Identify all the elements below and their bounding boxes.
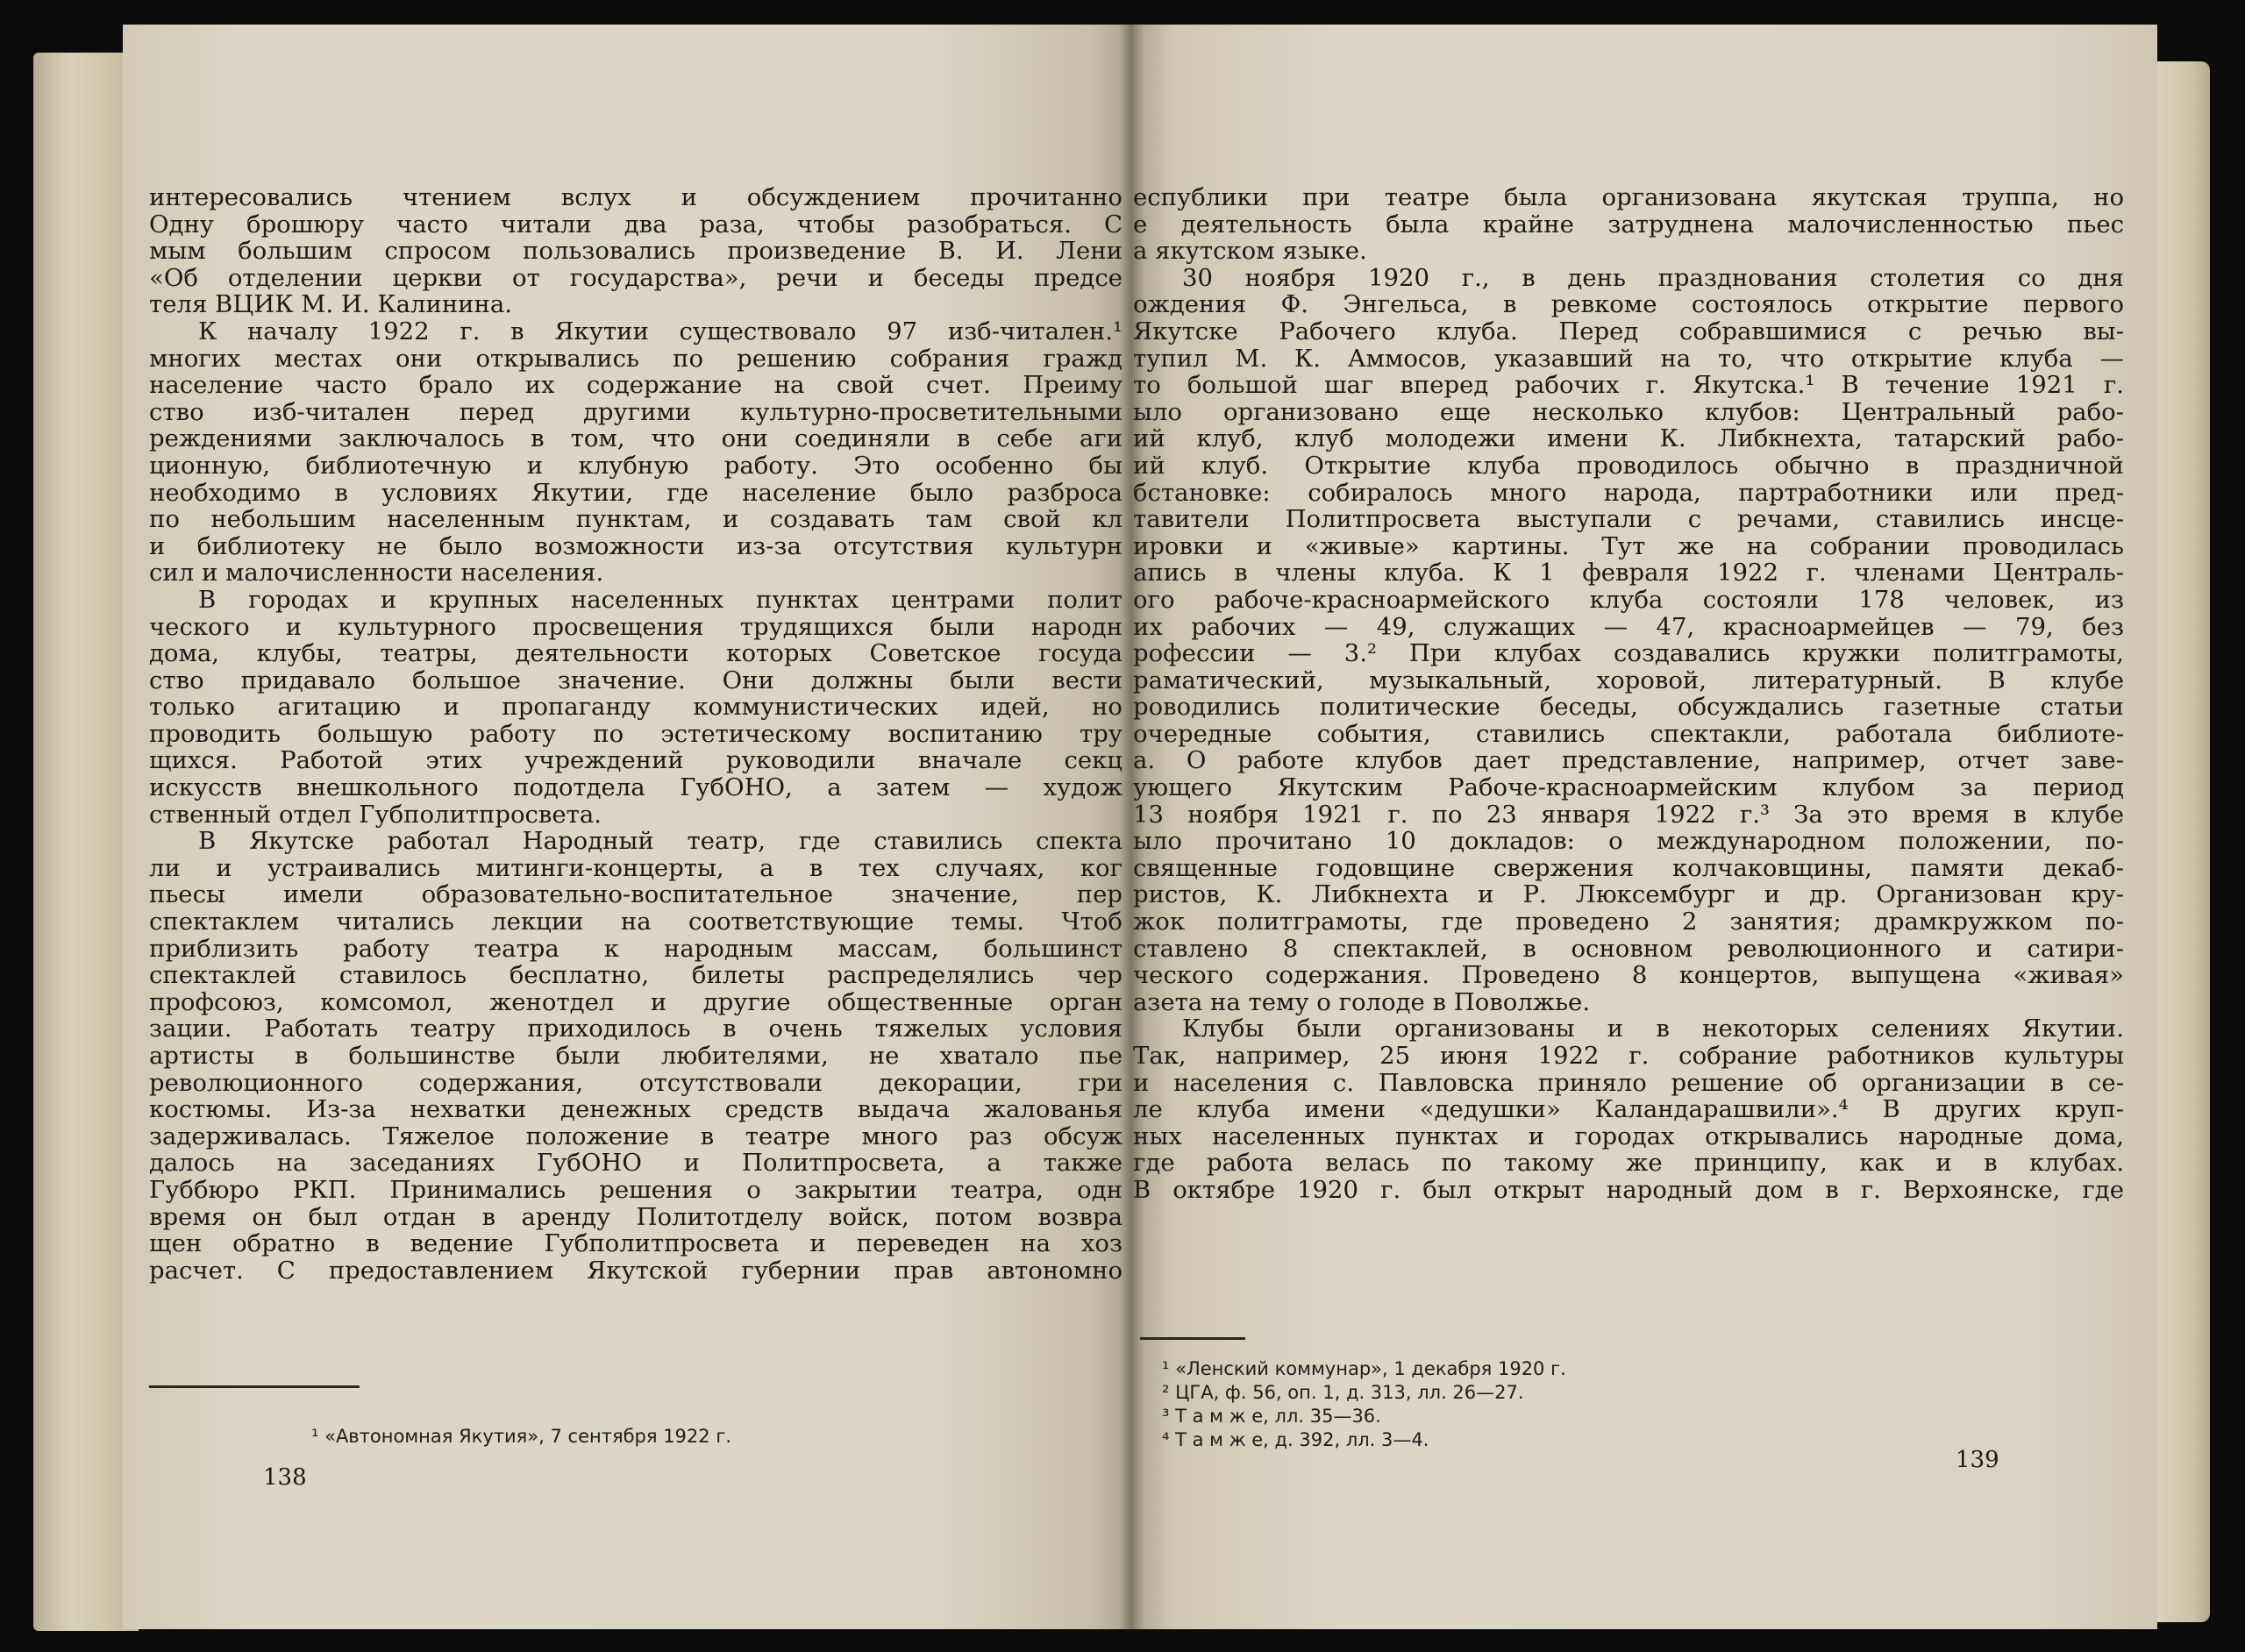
text-line: В Якутске работал Народный театр, где ставились спекта (198, 828, 1122, 855)
text-line: священные годовщине свержения колчаковщины, памяти декаб- (1133, 854, 2124, 882)
text-line: ле клуба имени «дедушки» Каландарашвили».⁴ В других круп- (1133, 1096, 2124, 1123)
text-line: Губбюро РКП. Принимались решения о закрытии театра, одн (149, 1176, 1122, 1204)
left-footnote-rule (149, 1385, 360, 1388)
text-line: ционную, библиотечную и клубную работу. Это особенно бы (149, 452, 1122, 480)
text-line: революционного содержания, отсутствовали декорации, гри (149, 1069, 1122, 1097)
left-footnotes (311, 1425, 731, 1449)
text-line: ческого и культурного просвещения трудящихся были народн (149, 613, 1122, 641)
text-line: ыло организовано еще несколько клубов: Центральный рабо- (1133, 398, 2124, 426)
text-line: по небольшим населенным пунктам, и создавать там свой кл (149, 506, 1122, 533)
text-line: ождения Ф. Энгельса, в ревкоме состоялось открытие первого (1133, 291, 2124, 318)
text-line: время он был отдан в аренду Политотделу войск, потом возвра (149, 1203, 1122, 1231)
text-line: а. О работе клубов дает представление, например, отчет заве- (1133, 747, 2124, 775)
text-line: население часто брало их содержание на свой счет. Преиму (149, 372, 1122, 399)
text-line: приблизить работу театра к народным массам, большинст (149, 935, 1122, 963)
text-line: ого рабоче-красноармейского клуба состояли 178 человек, из (1133, 586, 2124, 614)
text-line: В октябре 1920 г. был открыт народный дом в г. Верхоянске, где (1133, 1176, 2124, 1204)
text-line: роводились политические беседы, обсуждались газетные статьи (1133, 694, 2124, 721)
text-line: ство придавало большое значение. Они должны были вести (149, 666, 1122, 694)
left-page-number: 138 (263, 1464, 307, 1491)
text-line: ставлено 8 спектаклей, в основном революционного и сатири- (1133, 935, 2124, 963)
text-line: тупил М. К. Аммосов, указавший на то, что открытие клуба — (1133, 345, 2124, 373)
text-line: ристов, К. Либкнехта и Р. Люксембург и др. Организован кру- (1133, 881, 2124, 909)
text-line: ческого содержания. Проведено 8 концертов, выпущена «живая» (1133, 962, 2124, 989)
text-line: ий клуб. Открытие клуба проводилось обычно в праздничной (1133, 452, 2124, 480)
text-line: задерживалась. Тяжелое положение в театре много раз обсуж (149, 1122, 1122, 1150)
text-line: ий клуб, клуб молодежи имени К. Либкнехта, татарский рабо- (1133, 425, 2124, 452)
footnote: ² ЦГА, ф. 56, оп. 1, д. 313, лл. 26—27. (1162, 1382, 1524, 1403)
right-footnote-rule (1140, 1337, 1245, 1340)
footnote: ¹ «Автономная Якутия», 7 сентября 1922 г. (311, 1426, 732, 1447)
text-line: и населения с. Павловска приняло решение об организации в се- (1133, 1069, 2124, 1097)
text-line: то большой шаг вперед рабочих г. Якутска.¹ В течение 1921 г. (1133, 372, 2124, 399)
text-line: ство изб-читален перед другими культурно-просветительными (149, 398, 1122, 426)
text-line: раматический, музыкальный, хоровой, литературный. В клубе (1133, 666, 2124, 694)
text-line: «Об отделении церкви от государства», речи и беседы предсе (149, 264, 1122, 292)
text-line: ных населенных пунктах и городах открывались народные дома, (1133, 1122, 2124, 1150)
right-page-number: 139 (1956, 1447, 1999, 1473)
text-line: спектаклем читались лекции на соответствующие темы. Чтоб (149, 908, 1122, 936)
text-line: тавители Политпросвета выступали с речами, ставились инсце- (1133, 506, 2124, 533)
text-line: необходимо в условиях Якутии, где население было разброса (149, 479, 1122, 507)
text-line: реждениями заключалось в том, что они соединяли в себе аги (149, 425, 1122, 452)
text-line: ли и устраивались митинги-концерты, а в тех случаях, ког (149, 854, 1122, 882)
text-line: Одну брошюру часто читали два раза, чтобы разобраться. С (149, 210, 1122, 239)
text-line: 13 ноября 1921 г. по 23 января 1922 г.³ За это время в клубе (1133, 801, 2124, 829)
text-line: 30 ноября 1920 г., в день празднования столетия со дня (1182, 264, 2124, 292)
text-line: Якутске Рабочего клуба. Перед собравшимися с речью вы- (1133, 317, 2124, 345)
left-page-body (149, 184, 1122, 1284)
text-line: ыло прочитано 10 докладов: о международном положении, по- (1133, 828, 2124, 855)
text-line: пьесы имели образовательно-воспитательное значение, пер (149, 881, 1122, 909)
footnote: ⁴ Т а м ж е, д. 392, лл. 3—4. (1162, 1429, 1429, 1450)
text-line: только агитацию и пропаганду коммунистических идей, но (149, 694, 1122, 721)
text-line: где работа велась по такому же принципу, как и в клубах. (1133, 1150, 2124, 1177)
text-line: очередные события, ставились спектакли, работала библиоте- (1133, 720, 2124, 748)
text-line: е деятельность была крайне затруднена малочисленностью пьес (1133, 210, 2124, 239)
text-line: многих местах они открывались по решению собрания гражд (149, 345, 1122, 373)
text-line: азета на тему о голоде в Поволжье. (1133, 988, 1591, 1016)
text-line: артисты в большинстве были любителями, не хватало пье (149, 1043, 1122, 1070)
text-line: расчет. С предоставлением Якутской губернии прав автономно (149, 1257, 1122, 1285)
text-line: сил и малочисленности населения. (149, 559, 604, 587)
text-line: ственный отдел Губполитпросвета. (149, 801, 602, 829)
text-line: мым большим спросом пользовались произведение В. И. Лени (149, 238, 1122, 265)
footnote: ¹ «Ленский коммунар», 1 декабря 1920 г. (1162, 1358, 1566, 1379)
right-page-body (1133, 184, 2124, 1204)
text-line: щен обратно в ведение Губполитпросвета и переведен на хоз (149, 1230, 1122, 1257)
text-line: ующего Якутским Рабоче-красноармейским клубом за период (1133, 774, 2124, 801)
text-line: и библиотеку не было возможности из-за отсутствия культурн (149, 532, 1122, 560)
text-line: а якутском языке. (1133, 238, 1367, 265)
text-line: далось на заседаниях ГубОНО и Политпросвета, а также (149, 1150, 1122, 1177)
text-line: костюмы. Из-за нехватки денежных средств выдача жалованья (149, 1096, 1122, 1123)
text-line: апись в члены клуба. К 1 февраля 1922 г. членами Централь- (1133, 559, 2124, 587)
text-line: их рабочих — 49, служащих — 47, красноармейцев — 79, без (1133, 613, 2124, 641)
text-line: еспублики при театре была организована якутская труппа, но (1133, 184, 2124, 211)
text-line: проводить большую работу по эстетическому воспитанию тру (149, 720, 1122, 748)
text-line: ировки и «живые» картины. Тут же на собрании проводилась (1133, 532, 2124, 560)
text-line: искусств внешкольного подотдела ГубОНО, а затем — худож (149, 774, 1122, 801)
text-line: профсоюз, комсомол, женотдел и другие общественные орган (149, 988, 1122, 1016)
right-footnotes (1162, 1357, 1566, 1452)
text-line: бстановке: собиралось много народа, партработники или пред- (1133, 479, 2124, 507)
text-line: теля ВЦИК М. И. Калинина. (149, 291, 512, 318)
text-line: рофессии — 3.² При клубах создавались кружки политграмоты, (1133, 640, 2124, 667)
text-line: щихся. Работой этих учреждений руководили вначале секц (149, 747, 1122, 775)
text-line: К началу 1922 г. в Якутии существовало 97 изб-читален.¹ (198, 317, 1122, 345)
text-line: зации. Работать театру приходилось в очень тяжелых условия (149, 1015, 1122, 1043)
text-line: интересовались чтением вслух и обсуждением прочитанно (149, 184, 1122, 211)
text-line: спектаклей ставилось бесплатно, билеты распределялись чер (149, 962, 1122, 989)
footnote: ³ Т а м ж е, лл. 35—36. (1162, 1406, 1381, 1427)
text-line: дома, клубы, театры, деятельности которых Советское госуда (149, 640, 1122, 667)
text-line: В городах и крупных населенных пунктах центрами полит (198, 586, 1122, 614)
text-line: Клубы были организованы и в некоторых селениях Якутии. (1182, 1015, 2124, 1043)
text-line: Так, например, 25 июня 1922 г. собрание работников культуры (1133, 1043, 2124, 1070)
text-line: жок политграмоты, где проведено 2 занятия; драмкружком по- (1133, 908, 2124, 936)
